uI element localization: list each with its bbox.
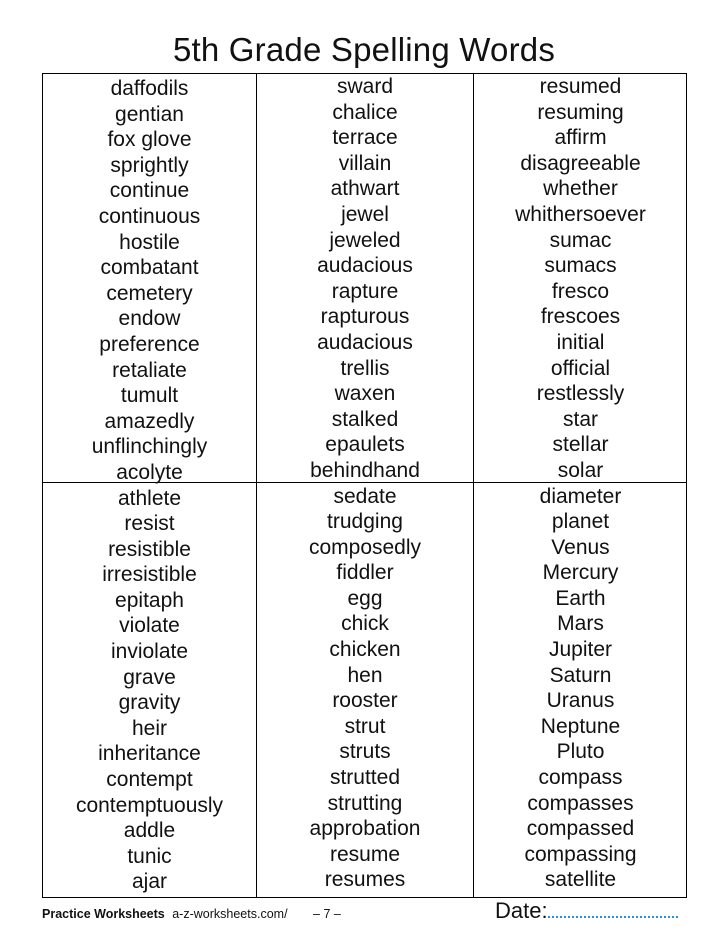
spelling-word: Earth [555, 586, 606, 610]
spelling-word: epitaph [115, 588, 184, 612]
spelling-word: Saturn [549, 663, 612, 687]
spelling-word: fiddler [336, 561, 394, 585]
spelling-word: satellite [544, 868, 617, 892]
spelling-word: Jupiter [548, 638, 613, 662]
spelling-word: frescoes [540, 305, 621, 329]
spelling-word: strutting [327, 791, 403, 815]
spelling-word: contempt [106, 768, 193, 792]
spelling-word: gravity [118, 691, 181, 715]
spelling-word: Venus [551, 535, 610, 559]
spelling-word: whithersoever [515, 202, 646, 226]
spelling-word: hen [347, 663, 383, 687]
spelling-word: Pluto [556, 740, 605, 764]
spelling-word: trudging [327, 510, 403, 534]
spelling-word: initial [556, 330, 605, 354]
date-field [495, 898, 678, 924]
spelling-word: resumes [324, 868, 406, 892]
spelling-word: compass [538, 766, 623, 790]
spelling-word: villain [338, 151, 392, 175]
spelling-word: athlete [117, 486, 182, 510]
spelling-word: audacious [317, 254, 413, 278]
spelling-word: retaliate [112, 358, 187, 382]
spelling-word: sumacs [544, 254, 617, 278]
spelling-word: rooster [332, 689, 398, 713]
spelling-word: struts [339, 740, 391, 764]
spelling-word: official [550, 356, 611, 380]
spelling-word: continuous [98, 204, 201, 228]
spelling-word: star [562, 407, 598, 431]
spelling-word: approbation [309, 817, 421, 841]
spelling-word: hostile [119, 230, 180, 254]
spelling-word: acolyte [116, 460, 183, 484]
spelling-word: Mercury [542, 561, 619, 585]
spelling-word: fox glove [107, 128, 192, 152]
spelling-word: chick [341, 612, 389, 636]
spelling-word: irresistible [102, 563, 197, 587]
spelling-word: rapturous [320, 305, 410, 329]
page-number: – 7 – [313, 907, 341, 921]
spelling-word: resuming [537, 100, 624, 124]
spelling-word: Uranus [546, 689, 615, 713]
spelling-word: jewel [341, 202, 389, 226]
spelling-word: stalked [331, 407, 399, 431]
spelling-word: trellis [340, 356, 390, 380]
spelling-word: chalice [332, 100, 398, 124]
spelling-word: Mars [557, 612, 604, 636]
spelling-word: resist [124, 512, 175, 536]
spelling-word: strutted [329, 766, 401, 790]
spelling-word: sumac [549, 228, 612, 252]
spelling-word: terrace [332, 126, 398, 150]
spelling-word: Neptune [540, 714, 621, 738]
spelling-word: disagreeable [520, 151, 641, 175]
footer-credit [42, 906, 341, 922]
spelling-word: endow [118, 307, 181, 331]
spelling-word: resistible [108, 537, 191, 561]
spelling-word: composedly [308, 535, 422, 559]
spelling-word: diameter [539, 484, 622, 508]
spelling-word: amazedly [104, 409, 195, 433]
spelling-word: affirm [554, 126, 607, 150]
spelling-word: rapture [331, 279, 399, 303]
spelling-word: grave [123, 665, 176, 689]
spelling-word: fresco [551, 279, 610, 303]
word-column-1 [43, 76, 256, 895]
page-title: 5th Grade Spelling Words [172, 31, 556, 68]
spelling-word: inviolate [110, 640, 189, 664]
spelling-word: whether [543, 177, 618, 201]
spelling-word: compassing [524, 842, 637, 866]
spelling-word: resumed [539, 75, 622, 98]
spelling-word: daffodils [110, 77, 189, 100]
footer-brand: Practice Worksheets [42, 907, 165, 921]
spelling-word: cemetery [106, 281, 193, 305]
spelling-word: violate [119, 614, 180, 638]
spelling-word: sedate [333, 484, 397, 508]
spelling-word: solar [557, 458, 604, 482]
date-blank-line [548, 898, 678, 918]
spelling-word: egg [347, 586, 383, 610]
word-column-3 [474, 74, 687, 893]
date-label: Date: [495, 898, 548, 923]
word-column-2 [257, 74, 473, 893]
spelling-word: behindhand [310, 458, 420, 482]
spelling-word: tumult [120, 384, 179, 408]
spelling-word: heir [131, 716, 168, 740]
spelling-word: restlessly [536, 382, 625, 406]
spelling-word: stellar [552, 433, 609, 457]
spelling-word: resume [329, 842, 401, 866]
spelling-word: addle [123, 819, 176, 843]
spelling-word: compassed [526, 817, 635, 841]
spelling-word: strut [344, 714, 386, 738]
spelling-word: tunic [127, 844, 172, 868]
spelling-word: sward [336, 75, 394, 98]
spelling-word: gentian [115, 102, 184, 126]
spelling-word: preference [99, 332, 200, 356]
spelling-word: contemptuously [75, 793, 224, 817]
spelling-word: chicken [329, 638, 401, 662]
spelling-word: compasses [527, 791, 634, 815]
spelling-word: jeweled [329, 228, 401, 252]
spelling-word: sprightly [110, 153, 189, 177]
spelling-word: planet [551, 510, 610, 534]
footer-site: a-z-worksheets.com/ [172, 907, 288, 921]
spelling-word: audacious [317, 330, 413, 354]
spelling-word: epaulets [325, 433, 405, 457]
spelling-word: continue [109, 179, 190, 203]
spelling-word: unflinchingly [91, 435, 208, 459]
spelling-word: ajar [131, 870, 168, 894]
word-grid [42, 73, 687, 898]
spelling-word: combatant [100, 256, 199, 280]
spelling-word: inheritance [98, 742, 201, 766]
spelling-word: waxen [334, 382, 396, 406]
spelling-word: athwart [330, 177, 400, 201]
